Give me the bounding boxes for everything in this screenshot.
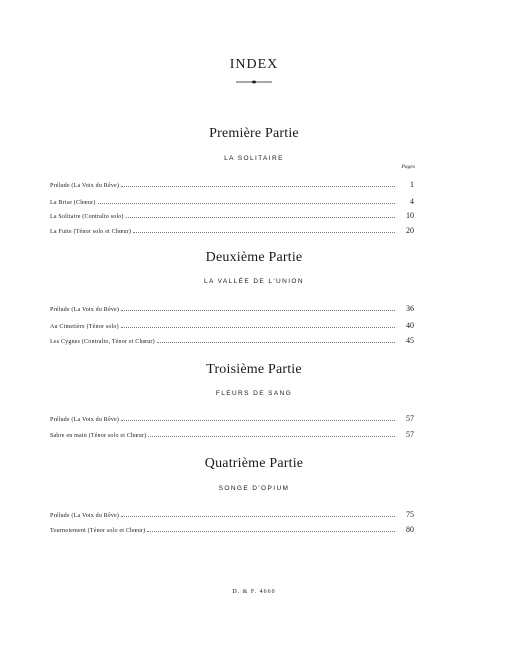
toc-entry-title: Prélude (La Voix du Rêve) xyxy=(50,513,120,519)
toc-entry[interactable] xyxy=(50,318,414,330)
toc-entry-page: 36 xyxy=(406,304,414,313)
toc-entry-title: Prélude (La Voix du Rêve) xyxy=(50,307,120,313)
toc-entry-page: 57 xyxy=(406,414,414,423)
part-subtitle-2: LA VALLÉE DE L'UNION xyxy=(204,278,304,285)
flourish-icon xyxy=(234,78,274,86)
toc-entry-page: 4 xyxy=(410,197,414,206)
leader-dots xyxy=(98,203,395,204)
leader-dots xyxy=(133,232,395,233)
toc-entry-title: La Solitaire (Contralto solo) xyxy=(50,214,124,220)
leader-dots xyxy=(121,420,395,421)
toc-entry[interactable] xyxy=(50,427,414,439)
leader-dots xyxy=(121,310,395,311)
toc-entry-page: 1 xyxy=(410,180,414,189)
toc-entry[interactable] xyxy=(50,208,414,220)
toc-entry-title: Tournoiement (Ténor solo et Chœur) xyxy=(50,528,146,534)
part-subtitle-1: LA SOLITAIRE xyxy=(224,155,284,162)
toc-entry[interactable] xyxy=(50,507,414,519)
toc-entry[interactable] xyxy=(50,301,414,313)
toc-entry[interactable] xyxy=(50,223,414,235)
toc-entry-page: 20 xyxy=(406,226,414,235)
toc-entry-page: 45 xyxy=(406,336,414,345)
index-title: INDEX xyxy=(229,57,279,72)
leader-dots xyxy=(148,436,395,437)
toc-entry-page: 75 xyxy=(406,510,414,519)
toc-entry[interactable] xyxy=(50,522,414,534)
leader-dots xyxy=(121,186,395,187)
leader-dots xyxy=(147,531,395,532)
toc-entry-title: Au Cimetière (Ténor solo) xyxy=(50,324,119,330)
part-title-3: Troisième Partie xyxy=(206,362,302,377)
toc-entry-page: 57 xyxy=(406,430,414,439)
toc-entry[interactable] xyxy=(50,177,414,189)
pages-column-label: Pages xyxy=(401,164,415,170)
publisher-plate-number: D. & F. 4660 xyxy=(232,589,276,595)
part-title-2: Deuxième Partie xyxy=(205,250,303,265)
leader-dots xyxy=(121,327,395,328)
part-subtitle-4: SONGE D'OPIUM xyxy=(218,485,290,492)
toc-entry[interactable] xyxy=(50,411,414,423)
leader-dots xyxy=(126,217,395,218)
part-title-1: Première Partie xyxy=(209,126,299,141)
toc-entry-title: Les Cygnes (Contralto, Ténor et Chœur) xyxy=(50,339,155,345)
toc-entry[interactable] xyxy=(50,333,414,345)
part-title-4: Quatrième Partie xyxy=(204,456,304,471)
toc-entry-title: Prélude (La Voix du Rêve) xyxy=(50,183,120,189)
toc-entry-title: La Fuite (Ténor solo et Chœur) xyxy=(50,229,132,235)
toc-entry-page: 80 xyxy=(406,525,414,534)
toc-entry-page: 40 xyxy=(406,321,414,330)
toc-entry-title: Prélude (La Voix du Rêve) xyxy=(50,417,120,423)
leader-dots xyxy=(121,516,395,517)
ornament-divider xyxy=(0,78,508,86)
toc-entry[interactable] xyxy=(50,194,414,206)
toc-entry-title: La Brise (Chœur) xyxy=(50,200,96,206)
toc-entry-title: Sabre en main (Ténor solo et Chœur) xyxy=(50,433,147,439)
leader-dots xyxy=(157,342,395,343)
toc-entry-page: 10 xyxy=(406,211,414,220)
part-subtitle-3: FLEURS DE SANG xyxy=(215,390,293,397)
